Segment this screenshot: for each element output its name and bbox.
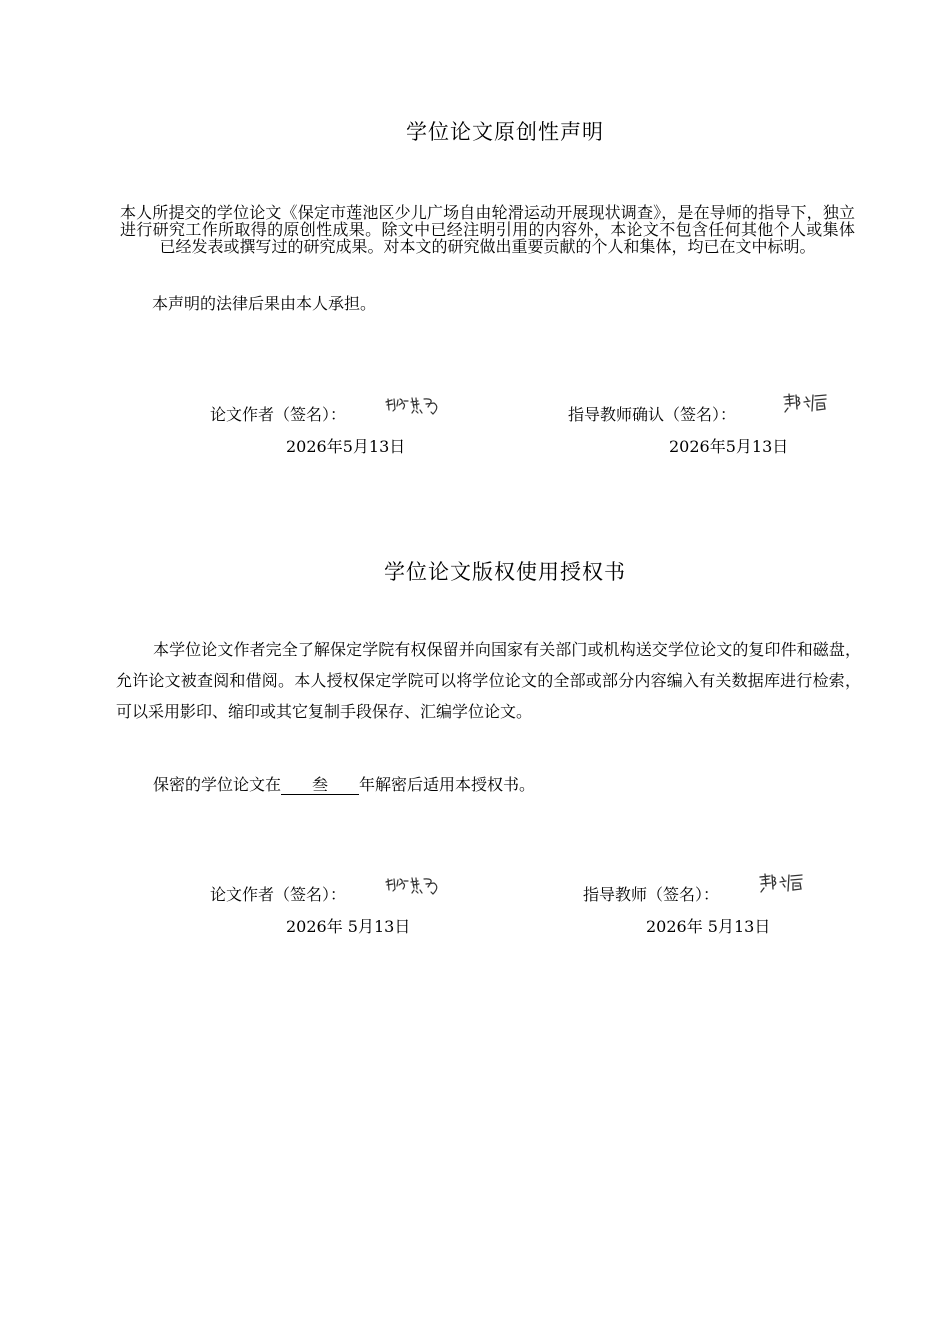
copyright-author-signature-image — [384, 874, 442, 900]
secrecy-years: 叁 — [281, 776, 359, 795]
author-signature-image — [384, 394, 442, 420]
copyright-supervisor-signature-image — [758, 871, 806, 897]
copyright-body: 本学位论文作者完全了解保定学院有权保留并向国家有关部门或机构送交学位论文的复印件和磁盘，允许论文被查阅和借阅。本人授权保定学院可以将学位论文的全部或部分内容编入有关数据库进行检索，可以采用影印、缩印或其它复制手段保存、汇编学位论文。 — [116, 640, 861, 721]
copyright-title: 学位论文版权使用授权书 — [384, 560, 626, 584]
author-signature-label: 论文作者（签名）： — [210, 405, 347, 424]
supervisor-signature-image — [782, 391, 830, 417]
copyright-supervisor-date: 2026年 5月13日 — [646, 917, 771, 936]
originality-body: 本人所提交的学位论文《保定市莲池区少儿广场自由轮滑运动开展现状调查》，是在导师的指导下，独立进行研究工作所取得的原创性成果。除文中已经注明引用的内容外，本论文不包含任何其他个人或集体已经发表或撰写过的研究成果。对本文的研究做出重要贡献的个人和集体，均已在文中标明。 — [120, 203, 855, 256]
secrecy-suffix: 年解密后适用本授权书。 — [359, 775, 536, 794]
supervisor-signature-label: 指导教师确认（签名）： — [568, 405, 737, 424]
author-date: 2026年5月13日 — [286, 437, 406, 456]
copyright-author-signature-label: 论文作者（签名）： — [210, 885, 347, 904]
supervisor-date: 2026年5月13日 — [669, 437, 789, 456]
copyright-author-date: 2026年 5月13日 — [286, 917, 411, 936]
copyright-supervisor-signature-label: 指导教师（签名）： — [583, 885, 720, 904]
secrecy-statement — [153, 772, 535, 795]
secrecy-prefix: 保密的学位论文在 — [153, 775, 282, 794]
originality-title: 学位论文原创性声明 — [406, 120, 604, 144]
originality-responsibility: 本声明的法律后果由本人承担。 — [152, 294, 377, 313]
